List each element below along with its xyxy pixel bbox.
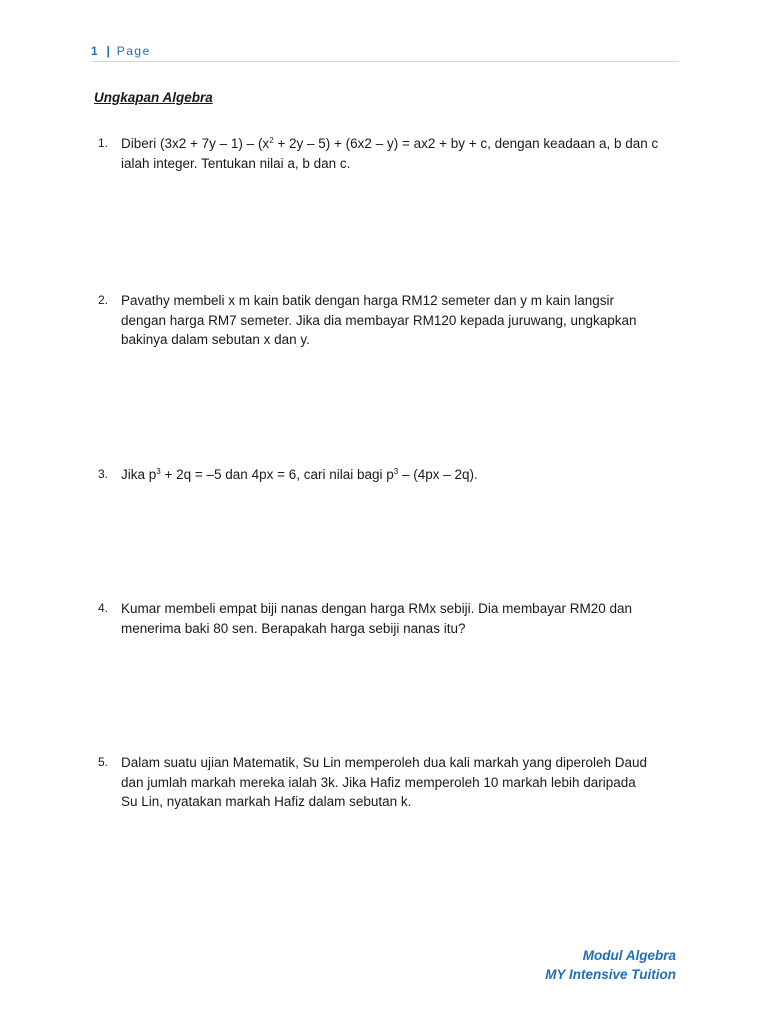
- footer-organization: MY Intensive Tuition: [545, 967, 676, 982]
- question-text: [121, 753, 678, 812]
- question-number: 3.: [98, 467, 109, 481]
- question-number: 5.: [98, 755, 109, 769]
- question-number: 1.: [98, 136, 109, 150]
- page-number: 1: [91, 44, 98, 58]
- question-1: [98, 134, 678, 173]
- question-number: 4.: [98, 601, 109, 615]
- question-2: [98, 291, 678, 350]
- question-line: Su Lin, nyatakan markah Hafiz dalam sebutan k.: [121, 794, 412, 809]
- question-line: dan jumlah markah mereka ialah 3k. Jika Hafiz memperoleh 10 markah lebih daripada: [121, 774, 636, 790]
- question-3: [98, 465, 678, 485]
- page-footer: [545, 946, 676, 984]
- question-4: [98, 599, 678, 638]
- question-line: menerima baki 80 sen. Berapakah harga sebiji nanas itu?: [121, 620, 466, 636]
- question-text: [121, 465, 678, 485]
- question-line: dengan harga RM7 semeter. Jika dia membayar RM120 kepada juruwang, ungkapkan: [121, 312, 637, 328]
- question-5: [98, 753, 678, 812]
- question-text: [121, 599, 678, 638]
- question-text: [121, 134, 678, 173]
- question-line: Pavathy membeli x m kain batik dengan harga RM12 semeter dan y m kain langsir: [121, 293, 614, 308]
- footer-module-title: Modul Algebra: [582, 948, 676, 963]
- page-label: Page: [116, 44, 151, 58]
- header-separator: |: [106, 44, 110, 58]
- question-line: Diberi $(3x2 + 7y - 1) - (x^2 + 2y - 5) + (6x2 - y) = ax2$ + by + c, dengan keadaan a, b dan c: [121, 136, 659, 151]
- question-line: Dalam suatu ujian Matematik, Su Lin memperoleh dua kali markah yang diperoleh Daud: [121, 755, 648, 770]
- page-header: [91, 44, 679, 62]
- question-line: Kumar membeli empat biji nanas dengan harga RMx sebiji. Dia membayar RM20 dan: [121, 601, 632, 616]
- question-number: 2.: [98, 293, 109, 307]
- question-line: Jika $p^3 + 2q = -5$ dan 4px = 6, cari nilai bagi $p^3 - (4px - 2q)$.: [121, 467, 478, 482]
- question-line: ialah integer. Tentukan nilai a, b dan c.: [121, 155, 351, 171]
- question-line: bakinya dalam sebutan x dan y.: [121, 332, 310, 347]
- section-title: Ungkapan Algebra: [94, 90, 213, 105]
- question-text: [121, 291, 678, 350]
